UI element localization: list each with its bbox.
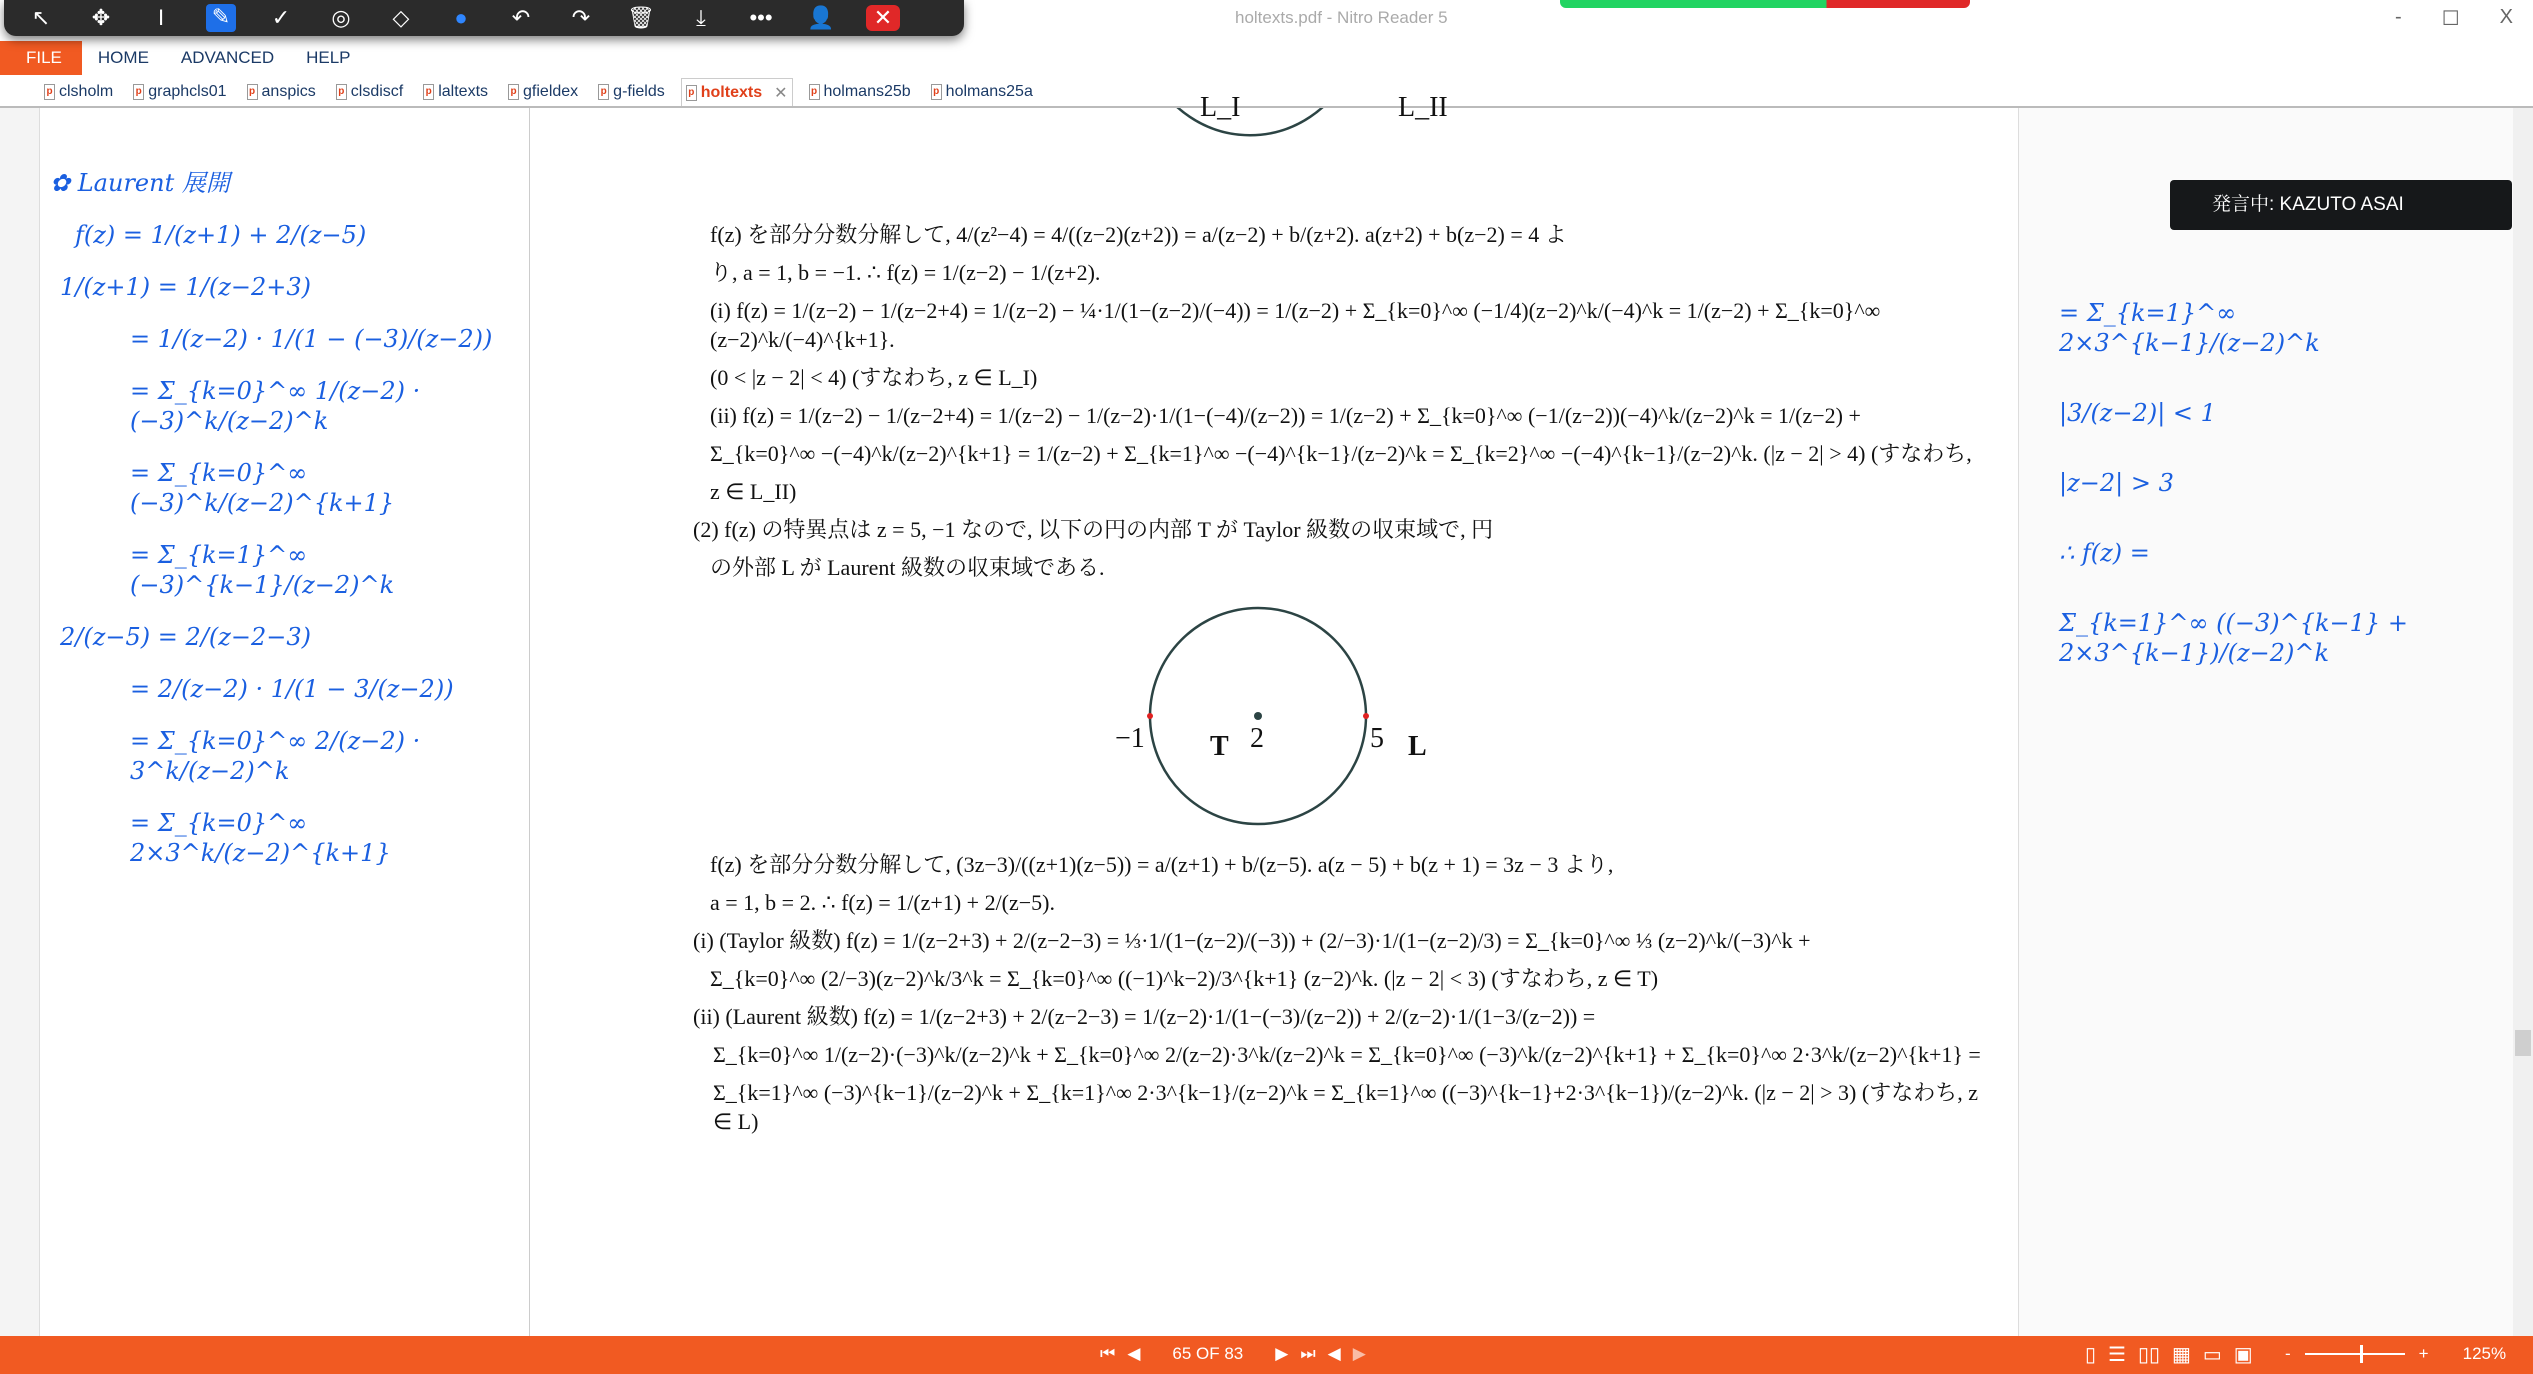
label-L: L [1408, 731, 1427, 762]
stamp-icon[interactable]: ◎ [331, 5, 351, 30]
doc-line: Σ_{k=0}^∞ 1/(z−2)·(−3)^k/(z−2)^k + Σ_{k=0}^∞ 2/(z−2)·3^k/(z−2)^k = Σ_{k=0}^∞ (−3)^k/(z−2)^{k+1} + Σ_{k=0}^∞ 2·3^k/(z−2)^{k+1} = [713, 1042, 1981, 1067]
status-bar [0, 1336, 2533, 1374]
document-tabs [40, 78, 1037, 106]
tab-holmans25a[interactable] [927, 78, 1037, 106]
center-point [1254, 712, 1262, 720]
maximize-button[interactable]: ☐ [2441, 8, 2460, 30]
prev-page-button[interactable]: ◀ [1127, 1344, 1141, 1363]
pdf-file-icon: p [44, 84, 55, 100]
move-icon[interactable]: ✥ [91, 5, 111, 30]
close-icon[interactable]: ✕ [866, 5, 900, 31]
label-5: 5 [1370, 723, 1384, 754]
presentation-view-icon[interactable]: ▭ [2202, 1344, 2222, 1366]
tab-label: graphcls01 [148, 83, 227, 100]
tab-anspics[interactable] [243, 78, 320, 106]
handwritten-note: ∴ f(z) = [2059, 539, 2150, 567]
singularity-left [1147, 713, 1153, 719]
tab-graphcls01[interactable] [129, 78, 230, 106]
zoom-slider[interactable] [2305, 1353, 2405, 1355]
doc-line: f(z) を部分分数分解して, 4/(z²−4) = 4/((z−2)(z+2)) = a/(z−2) + b/(z+2). a(z+2) + b(z−2) = 4 よ [710, 222, 1567, 247]
tab-holtexts[interactable] [681, 78, 793, 106]
label-T: T [1210, 731, 1229, 762]
top-figure-svg [530, 108, 2018, 188]
label-L-II: L_II [1398, 92, 1448, 123]
handwritten-note: ✿ Laurent 展開 [50, 169, 230, 197]
annotation-toolbar [4, 0, 964, 36]
tab-label: clsdiscf [350, 83, 404, 100]
back-view-button[interactable]: ◀ [1327, 1344, 1341, 1363]
last-page-button[interactable]: ⏭ [1300, 1344, 1316, 1363]
handwritten-note: |3/(z−2)| < 1 [2059, 399, 2216, 427]
tab-label: gfieldex [523, 83, 579, 100]
more-icon[interactable]: ••• [749, 5, 773, 30]
doc-line: (ii) (Laurent 級数) f(z) = 1/(z−2+3) + 2/(z−2−3) = 1/(z−2)·1/(1−(−3)/(z−2)) + 2/(z−2)·1/(1−3/(z−2)) = [693, 1004, 1596, 1029]
handwritten-note: 2/(z−5) = 2/(z−2−3) [60, 623, 311, 651]
zoom-in-button[interactable]: + [2418, 1344, 2429, 1363]
tab-label: holmans25a [945, 83, 1033, 100]
doc-line: (ii) f(z) = 1/(z−2) − 1/(z−2+4) = 1/(z−2) − 1/(z−2)·1/(1−(−4)/(z−2)) = 1/(z−2) + Σ_{k=0}^∞ (−1/(z−2))(−4)^k/(z−2)^k = 1/(z−2) + [710, 403, 1861, 428]
tab-label: holtexts [700, 83, 763, 101]
doc-line: z ∈ L_II) [710, 479, 797, 504]
forward-view-button[interactable]: ▶ [1352, 1344, 1366, 1363]
label-minus1: −1 [1115, 723, 1145, 754]
pdf-file-icon: p [508, 84, 519, 100]
doc-line: f(z) を部分分数分解して, (3z−3)/((z+1)(z−5)) = a/(z+1) + b/(z−5). a(z − 5) + b(z + 1) = 3z − 3 より, [710, 852, 1614, 877]
tab-label: laltexts [438, 83, 489, 100]
first-page-button[interactable]: ⏮ [1100, 1344, 1116, 1363]
document-text [693, 220, 1983, 1136]
pdf-file-icon: p [133, 84, 144, 100]
close-button[interactable]: X [2499, 6, 2513, 28]
doc-line: の外部 L が Laurent 級数の収束域である. [710, 555, 1105, 580]
label-L-I: L_I [1200, 92, 1241, 123]
window-title: holtexts.pdf - Nitro Reader 5 [1235, 8, 1448, 27]
check-icon[interactable]: ✓ [271, 5, 291, 30]
top-circle-arc [1150, 108, 1350, 135]
doc-line: a = 1, b = 2. ∴ f(z) = 1/(z+1) + 2/(z−5). [710, 890, 1056, 915]
vertical-scrollbar[interactable] [2513, 108, 2533, 1336]
pen-icon[interactable]: ✎ [206, 4, 236, 32]
pdf-file-icon: p [686, 85, 697, 101]
tab-holmans25b[interactable] [805, 78, 915, 106]
eraser-icon[interactable]: ◇ [392, 5, 410, 30]
pdf-file-icon: p [247, 84, 258, 100]
speaker-indicator: 発言中: KAZUTO ASAI [2170, 180, 2512, 230]
doc-line: Σ_{k=0}^∞ (2/−3)(z−2)^k/3^k = Σ_{k=0}^∞ ((−1)^k−2)/3^{k+1} (z−2)^k. (|z − 2| < 3) (すなわち, z ∈ T) [710, 966, 1659, 991]
doc-line: り, a = 1, b = −1. ∴ f(z) = 1/(z−2) − 1/(z+2). [710, 260, 1101, 285]
menu-bar [0, 41, 367, 75]
handwritten-note: = Σ_{k=1}^∞ (−3)^{k−1}/(z−2)^k [130, 541, 395, 599]
handwritten-note: = Σ_{k=0}^∞ 1/(z−2) · (−3)^k/(z−2)^k [130, 377, 421, 435]
circle-figure [693, 591, 1983, 841]
facing-view-icon[interactable]: ▯▯ [2137, 1344, 2160, 1366]
tab-g-fields[interactable] [594, 78, 669, 106]
tab-label: clsholm [59, 83, 114, 100]
handwritten-note: = Σ_{k=0}^∞ 2/(z−2) · 3^k/(z−2)^k [130, 727, 421, 785]
pdf-file-icon: p [931, 84, 942, 100]
tab-label: holmans25b [823, 83, 911, 100]
pdf-file-icon: p [809, 84, 820, 100]
handwritten-note: f(z) = 1/(z+1) + 2/(z−5) [75, 221, 367, 249]
facing-continuous-view-icon[interactable]: ▦ [2171, 1344, 2191, 1366]
tab-clsholm[interactable] [40, 78, 117, 106]
side-toolstrip [0, 108, 40, 1336]
zoom-level: 125% [2462, 1344, 2507, 1363]
redo-icon[interactable]: ↷ [571, 5, 591, 30]
zoom-out-button[interactable]: - [2285, 1344, 2291, 1363]
pointer-icon[interactable]: ↖ [31, 5, 51, 30]
page-indicator[interactable]: 65 OF 83 [1172, 1344, 1244, 1363]
menu-file[interactable]: FILE [0, 41, 82, 75]
handwritten-note: = Σ_{k=0}^∞ (−3)^k/(z−2)^{k+1} [130, 459, 395, 517]
pdf-file-icon: p [598, 84, 609, 100]
menu-help[interactable]: HELP [306, 48, 351, 67]
handwritten-note: Σ_{k=1}^∞ ((−3)^{k−1} + 2×3^{k−1})/(z−2)^k [2059, 609, 2408, 667]
doc-line: (i) (Taylor 級数) f(z) = 1/(z−2+3) + 2/(z−2−3) = ⅓·1/(1−(z−2)/(−3)) + (2/−3)·1/(1−(z−2)/3) = Σ_{k=0}^∞ ⅓ (z−2)^k/(−3)^k + [693, 928, 1811, 953]
people-icon[interactable]: 👤 [807, 5, 835, 30]
tab-laltexts[interactable] [419, 78, 492, 106]
download-icon[interactable]: ⤓ [696, 5, 706, 30]
pdf-file-icon: p [336, 84, 347, 100]
menu-advanced[interactable]: ADVANCED [180, 48, 275, 67]
doc-line: (2) f(z) の特異点は z = 5, −1 なので, 以下の円の内部 T が Taylor 級数の収束域で, 円 [693, 517, 1494, 542]
single-page-view-icon[interactable]: ▯ [2085, 1344, 2097, 1366]
continuous-view-icon[interactable]: ☰ [2108, 1344, 2126, 1366]
tab-clsdiscf[interactable] [332, 78, 407, 106]
label-center: 2 [1250, 723, 1264, 754]
handwritten-note: = 1/(z−2) · 1/(1 − (−3)/(z−2)) [130, 325, 493, 353]
doc-line: (i) f(z) = 1/(z−2) − 1/(z−2+4) = 1/(z−2) − ¼·1/(1−(z−2)/(−4)) = 1/(z−2) + Σ_{k=0}^∞ (−1/4)(z−2)^k/(−4)^k = 1/(z−2) + Σ_{k=0}^∞ (z−2)^k/(−4)^{k+1}. [710, 298, 1881, 352]
handwritten-note: = Σ_{k=0}^∞ 2×3^k/(z−2)^{k+1} [130, 809, 391, 867]
tab-label: g-fields [613, 83, 665, 100]
text-cursor-icon[interactable]: I [157, 5, 165, 30]
doc-line: (0 < |z − 2| < 4) (すなわち, z ∈ L_I) [710, 365, 1038, 390]
fullscreen-view-icon[interactable]: ▣ [2233, 1344, 2253, 1366]
color-icon[interactable]: ● [454, 5, 468, 30]
minimize-button[interactable]: - [2395, 6, 2402, 28]
undo-icon[interactable]: ↶ [511, 5, 531, 30]
tab-gfieldex[interactable] [504, 78, 582, 106]
figure-svg [693, 591, 1983, 841]
doc-line: Σ_{k=1}^∞ (−3)^{k−1}/(z−2)^k + Σ_{k=1}^∞ 2·3^{k−1}/(z−2)^k = Σ_{k=1}^∞ ((−3)^{k−1}+2·3^{k−1})/(z−2)^k. (|z − 2| > 3) (すなわち, z ∈ L) [713, 1080, 1978, 1134]
scrollbar-thumb[interactable] [2515, 1030, 2531, 1056]
next-page-button[interactable]: ▶ [1275, 1344, 1289, 1363]
left-notes-panel [40, 108, 530, 1336]
handwritten-note: 1/(z+1) = 1/(z−2+3) [60, 273, 311, 301]
handwritten-note: = 2/(z−2) · 1/(1 − 3/(z−2)) [130, 675, 454, 703]
tab-label: anspics [261, 83, 316, 100]
menu-home[interactable]: HOME [97, 48, 149, 67]
doc-line: Σ_{k=0}^∞ −(−4)^k/(z−2)^{k+1} = 1/(z−2) + Σ_{k=1}^∞ −(−4)^{k−1}/(z−2)^k = Σ_{k=2}^∞ −(−4)^{k−1}/(z−2)^k. (|z − 2| > 4) (すなわち, [710, 441, 1972, 466]
trash-icon[interactable]: 🗑 [627, 5, 655, 30]
pdf-file-icon: p [423, 84, 434, 100]
singularity-right [1363, 713, 1369, 719]
meeting-indicator[interactable] [1560, 0, 1970, 8]
close-tab-icon[interactable]: ✕ [774, 84, 788, 102]
handwritten-note: |z−2| > 3 [2059, 469, 2174, 497]
right-notes-panel [2018, 108, 2513, 1336]
handwritten-note: = Σ_{k=1}^∞ 2×3^{k−1}/(z−2)^k [2059, 299, 2320, 357]
